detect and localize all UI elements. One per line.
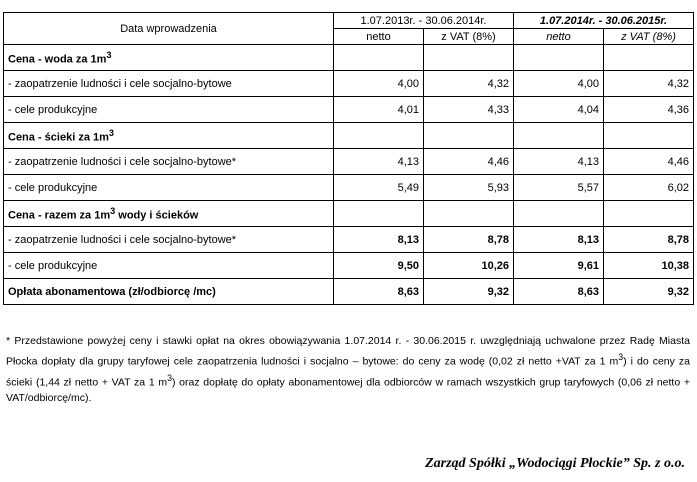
value-netto-new: 4,13 bbox=[514, 149, 604, 175]
value-netto-old: 4,13 bbox=[334, 149, 424, 175]
section-total bbox=[4, 201, 694, 227]
value-vat-old: 8,78 bbox=[424, 227, 514, 253]
value-netto-new: 4,00 bbox=[514, 71, 604, 97]
value-vat-old: 4,46 bbox=[424, 149, 514, 175]
value-netto-old: 8,13 bbox=[334, 227, 424, 253]
value-netto-new: 9,61 bbox=[514, 253, 604, 279]
table-row bbox=[4, 71, 694, 97]
value-netto-new: 8,13 bbox=[514, 227, 604, 253]
value-vat-old: 5,93 bbox=[424, 175, 514, 201]
value-vat-old: 10,26 bbox=[424, 253, 514, 279]
signature: Zarząd Spółki „Wodociągi Płockie” Sp. z o.o. bbox=[425, 456, 685, 471]
value-netto-new: 5,57 bbox=[514, 175, 604, 201]
value-vat-old: 4,33 bbox=[424, 97, 514, 123]
row-label: - cele produkcyjne bbox=[4, 253, 334, 279]
row-label: - cele produkcyjne bbox=[4, 175, 334, 201]
section-water bbox=[4, 45, 694, 71]
value-vat-old: 4,32 bbox=[424, 71, 514, 97]
footnote: * Przedstawione powyżej ceny i stawki opłat na okres obowiązywania 1.07.2014 r. - 30.06.2015 r. uwzględniają uchwalone przez Radę Miasta Płocka dopłaty dla grupy taryfowej cele zaopatrzenia ludności i socjalno – bytowe: do ceny za wodę (0,02 zł netto +VAT za 1 $m^3$) i do ceny za ścieki (1,44 zł netto + VAT za 1 $m^3$) oraz dopłatę do opłaty abonamentowej dla odbiorców w ramach wszystkich grup taryfowych (0,06 zł netto + VAT/odbiorcę/mc). bbox=[6, 335, 690, 404]
row-label: - zaopatrzenie ludności i cele socjalno-bytowe* bbox=[4, 227, 334, 253]
vat-header-new: z VAT (8%) bbox=[604, 29, 694, 45]
section-title: Cena - woda za $1m^3$ bbox=[4, 45, 334, 71]
vat-header-old: z VAT (8%) bbox=[424, 29, 514, 45]
value-vat-new: 4,46 bbox=[604, 149, 694, 175]
fee-netto-new: 8,63 bbox=[514, 279, 604, 305]
value-netto-old: 5,49 bbox=[334, 175, 424, 201]
fee-label: Opłata abonamentowa (zł/odbiorcę /mc) bbox=[4, 279, 334, 305]
tariff-table bbox=[3, 12, 694, 305]
section-sewage bbox=[4, 123, 694, 149]
value-vat-new: 6,02 bbox=[604, 175, 694, 201]
table-row bbox=[4, 227, 694, 253]
value-netto-old: 4,00 bbox=[334, 71, 424, 97]
row-label: - cele produkcyjne bbox=[4, 97, 334, 123]
table-row bbox=[4, 253, 694, 279]
section-title: Cena - ścieki za $1m^3$ bbox=[4, 123, 334, 149]
period-new-header: 1.07.2014r. - 30.06.2015r. bbox=[514, 13, 694, 29]
value-vat-new: 10,38 bbox=[604, 253, 694, 279]
header-row-periods bbox=[4, 13, 694, 29]
section-title: Cena - razem za $1m^3$ wody i ścieków bbox=[4, 201, 334, 227]
fee-row bbox=[4, 279, 694, 305]
value-vat-new: 4,36 bbox=[604, 97, 694, 123]
row-label: - zaopatrzenie ludności i cele socjalno-bytowe bbox=[4, 71, 334, 97]
fee-vat-old: 9,32 bbox=[424, 279, 514, 305]
value-vat-new: 8,78 bbox=[604, 227, 694, 253]
value-netto-new: 4,04 bbox=[514, 97, 604, 123]
fee-netto-old: 8,63 bbox=[334, 279, 424, 305]
netto-header-new: netto bbox=[514, 29, 604, 45]
entry-date-header: Data wprowadzenia bbox=[4, 13, 334, 45]
table-row bbox=[4, 149, 694, 175]
row-label: - zaopatrzenie ludności i cele socjalno-bytowe* bbox=[4, 149, 334, 175]
fee-vat-new: 9,32 bbox=[604, 279, 694, 305]
table-row bbox=[4, 175, 694, 201]
period-old-header: 1.07.2013r. - 30.06.2014r. bbox=[334, 13, 514, 29]
value-netto-old: 4,01 bbox=[334, 97, 424, 123]
value-netto-old: 9,50 bbox=[334, 253, 424, 279]
table-row bbox=[4, 97, 694, 123]
netto-header-old: netto bbox=[334, 29, 424, 45]
value-vat-new: 4,32 bbox=[604, 71, 694, 97]
